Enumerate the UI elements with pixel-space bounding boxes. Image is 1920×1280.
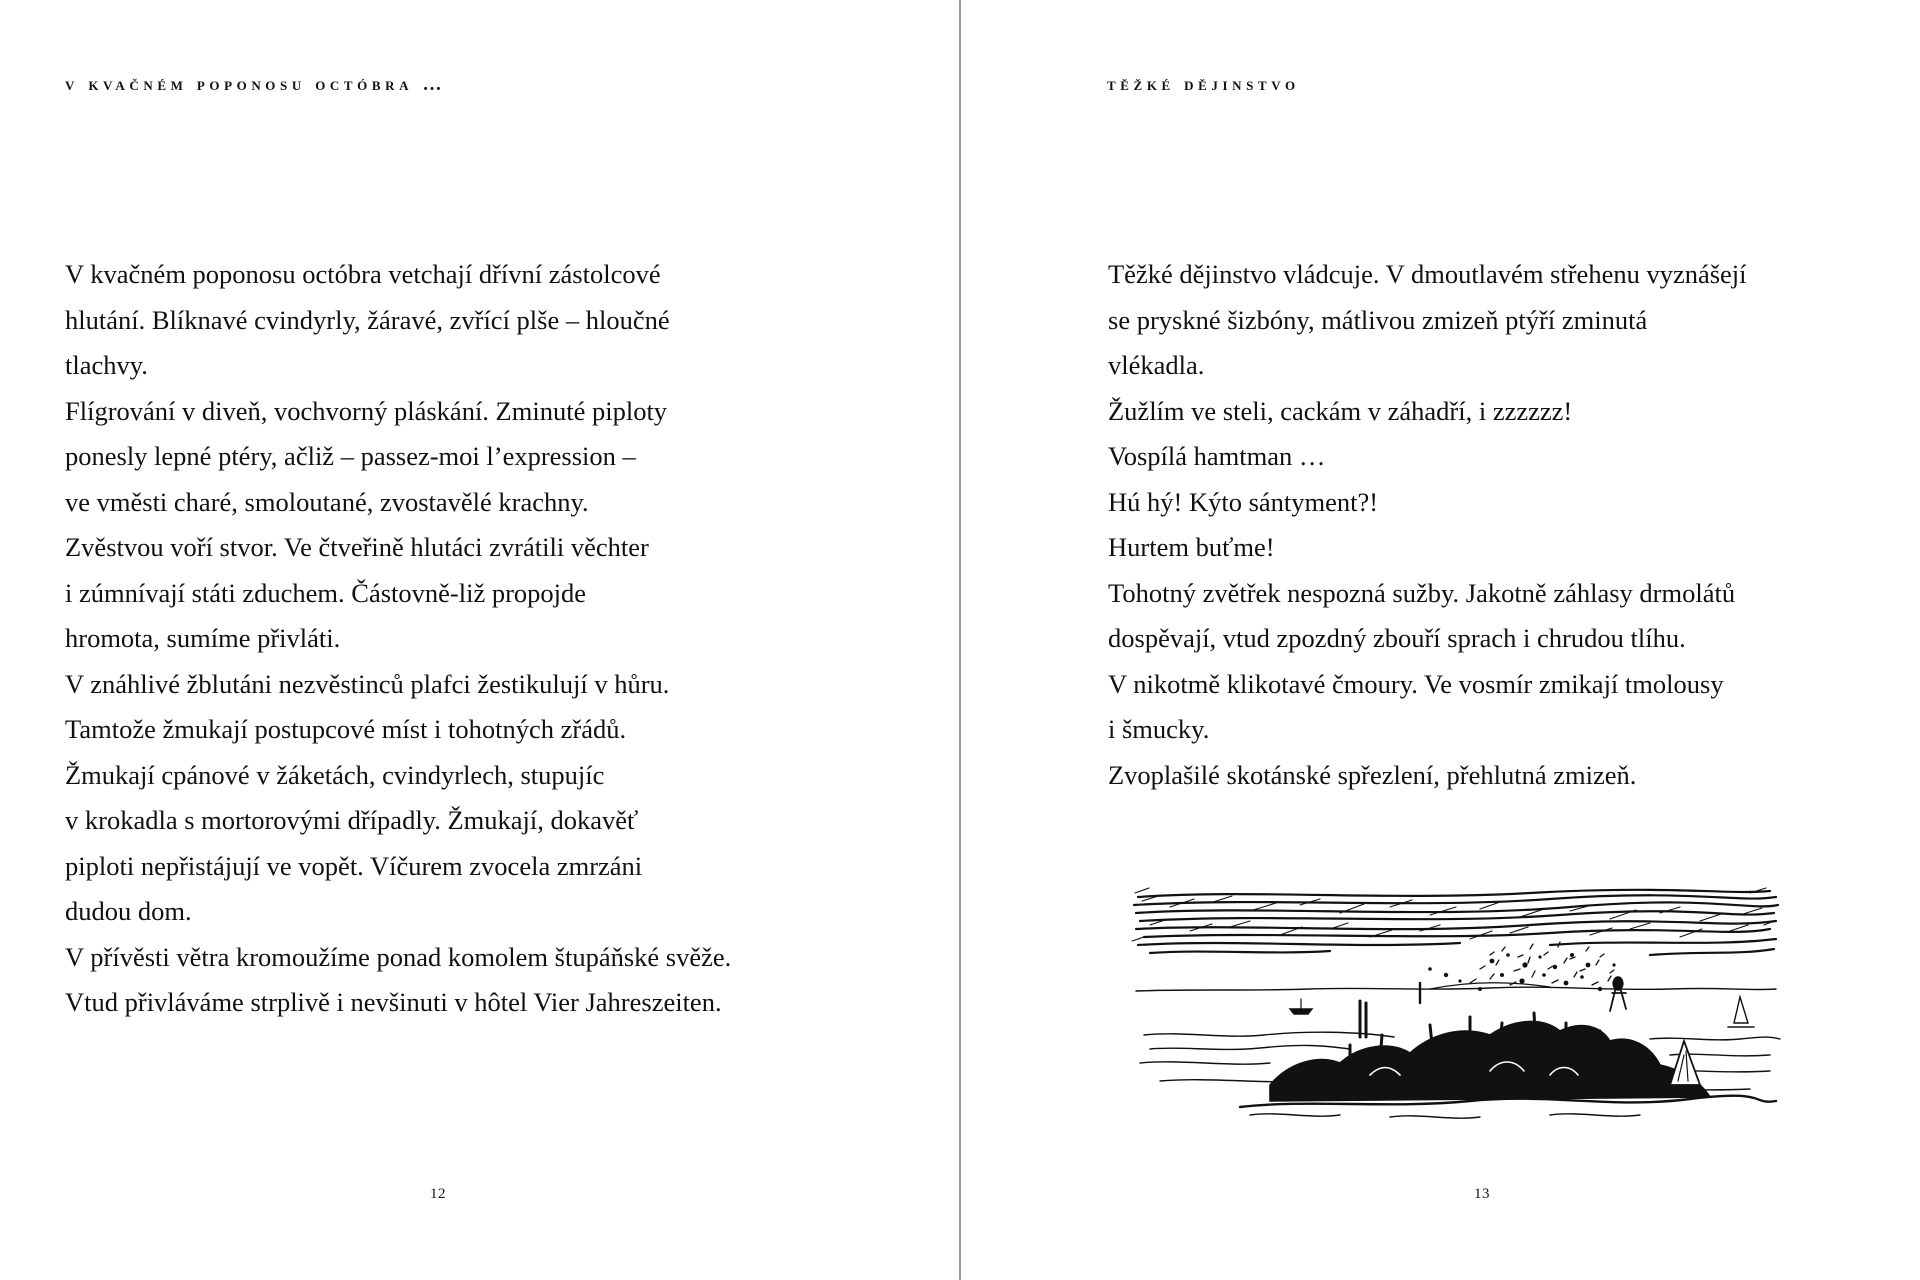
stanza xyxy=(65,980,731,1026)
verse-line: V přívěsti větra kromoužíme ponad komolem štupáňské svěže. xyxy=(65,941,732,972)
verse-line: Hurtem buťme! xyxy=(1108,532,1275,562)
left-page xyxy=(0,0,959,1280)
verse-line: Vtud přivláváme strplivě i nevšinuti v hôtel Vier Jahreszeiten. xyxy=(65,987,722,1017)
verse-line: tlachvy. xyxy=(65,350,148,380)
verse-line: piploti nepřistájují ve vopět. Víčurem zvocela zmrzáni xyxy=(65,850,643,881)
verse-line: ve vměsti charé, smoloutané, zvostavělé krachny. xyxy=(65,486,589,517)
verse-line: Žmukají cpánové v žáketách, cvindyrlech, stupujíc xyxy=(65,759,605,790)
verse-line: v krokadla s mortorovými dřípadly. Žmukají, dokavěť xyxy=(65,805,639,835)
verse-line: V znáhlivé žblutáni nezvěstinců plafci žestikulují v hůru. xyxy=(65,668,670,699)
verse-line: Vospílá hamtman … xyxy=(1108,441,1326,471)
verse-line: Zvěstvou voří stvor. Ve čtveřině hlutáci zvrátili věchter xyxy=(65,532,649,562)
poem-right xyxy=(1108,252,1747,798)
verse-line: hlutání. Blíknavé cvindyrly, žáravé, zvřící plše – hloučné xyxy=(65,304,670,335)
stanza xyxy=(65,252,731,389)
running-head-right: těžké dějinstvo xyxy=(1107,74,1300,95)
verse-line: dudou dom. xyxy=(65,896,192,926)
page-number-left: 12 xyxy=(430,1186,446,1202)
stanza xyxy=(1108,571,1747,662)
stanza xyxy=(65,389,731,526)
stanza xyxy=(1108,434,1747,480)
verse-line: i šmucky. xyxy=(1108,714,1210,744)
stanza xyxy=(1108,753,1747,799)
verse-line: se pryskné šizbóny, mátlivou zmizeň ptýří zminutá xyxy=(1108,304,1648,335)
stanza xyxy=(65,525,731,662)
verse-line: hromota, sumíme přivláti. xyxy=(65,623,341,653)
ink-harbour-sketch-icon xyxy=(1130,885,1782,1125)
verse-line: Hú hý! Kýto sántyment?! xyxy=(1108,486,1379,517)
verse-line: Tohotný zvětřek nespozná sužby. Jakotně záhlasy drmolátů xyxy=(1108,577,1736,608)
verse-line: dospěvají, vtud zpozdný zbouří sprach i chrudou tlíhu. xyxy=(1108,623,1686,653)
verse-line: Těžké dějinstvo vládcuje. V dmoutlavém střehenu vyznášejí xyxy=(1108,259,1747,289)
page-number-right: 13 xyxy=(1474,1186,1490,1202)
stanza xyxy=(65,662,731,708)
running-head-left: v kvačném poponosu octóbra … xyxy=(65,74,447,95)
right-page xyxy=(961,0,1920,1280)
verse-line: ponesly lepné ptéry, ačliž – passez-moi l’expression – xyxy=(65,441,636,471)
stanza xyxy=(1108,480,1747,526)
verse-line: Zvoplašilé skotánské spřezlení, přehlutná zmizeň. xyxy=(1108,759,1637,790)
poem-left xyxy=(65,252,731,1026)
stanza xyxy=(65,935,731,981)
verse-line: V kvačném poponosu octóbra vetchají dřívní zástolcové xyxy=(65,259,661,289)
stanza xyxy=(1108,252,1747,389)
stanza xyxy=(1108,389,1747,435)
stanza xyxy=(1108,525,1747,571)
verse-line: Flígrování v diveň, vochvorný pláskání. Zminuté piploty xyxy=(65,395,668,426)
verse-line: V nikotmě klikotavé čmoury. Ve vosmír zmikají tmolousy xyxy=(1108,668,1724,699)
verse-line: Tamtože žmukají postupcové míst i tohotných zřádů. xyxy=(65,714,627,744)
verse-line: Žužlím ve steli, cackám v záhadří, i zzzzzz! xyxy=(1108,395,1573,426)
verse-line: vlékadla. xyxy=(1108,350,1205,380)
verse-line: i zúmnívají státi zduchem. Částovně-liž propojde xyxy=(65,577,587,608)
stanza xyxy=(1108,662,1747,753)
stanza xyxy=(65,707,731,935)
